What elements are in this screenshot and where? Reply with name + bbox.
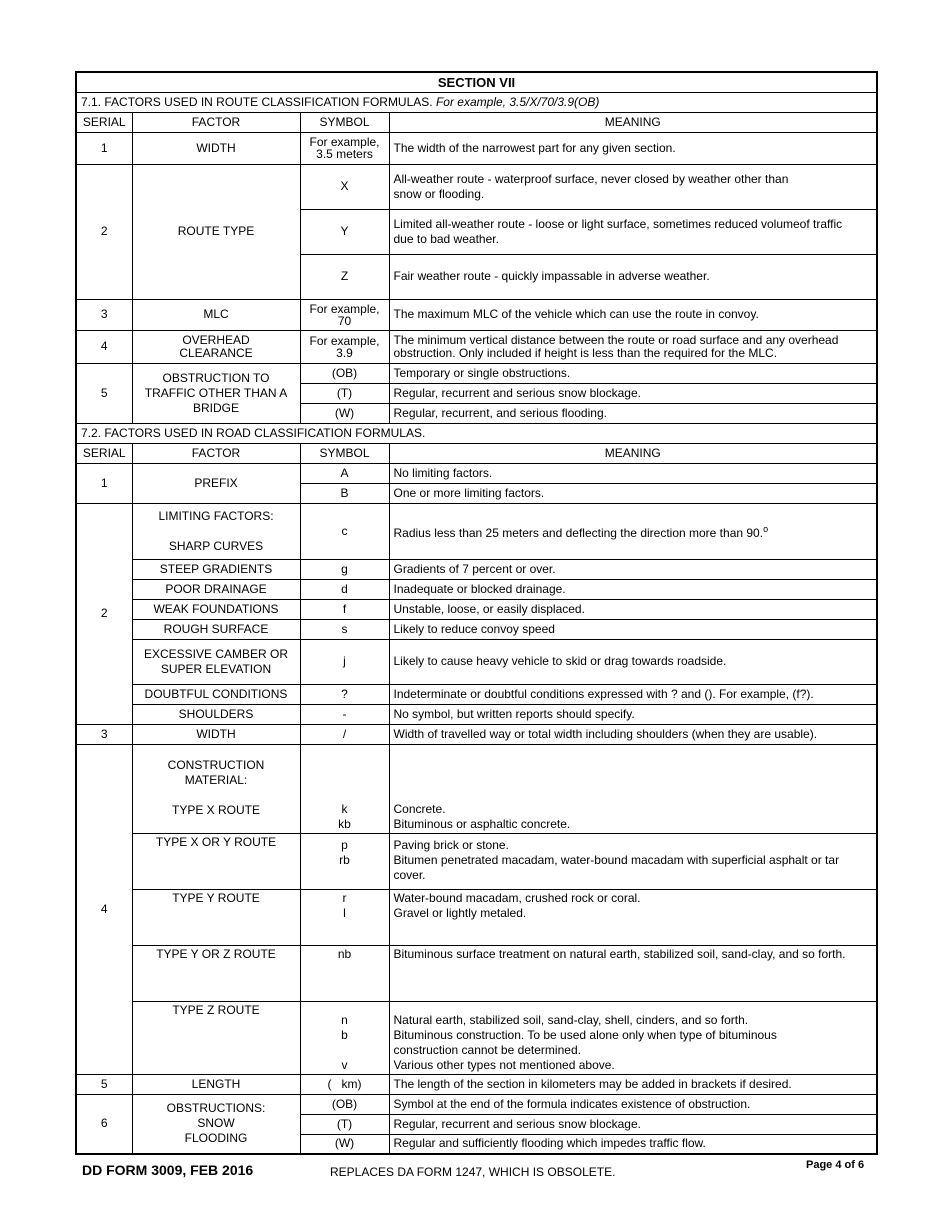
- serial: 3: [76, 724, 132, 744]
- symbol: g: [300, 559, 389, 579]
- table-row: [76, 744, 877, 833]
- meaning: [389, 330, 877, 363]
- classification-table: [75, 71, 878, 1155]
- serial: 5: [76, 363, 132, 423]
- factor-line: BRIDGE: [192, 400, 239, 415]
- meaning-line: Gravel or lightly metaled.: [393, 905, 527, 920]
- symbol: [300, 889, 389, 945]
- symbol: -: [300, 704, 389, 724]
- meaning: Regular and sufficiently flooding which impedes traffic flow.: [389, 1134, 877, 1154]
- meaning-line: Various other types not mentioned above.: [393, 1057, 615, 1072]
- symbol: f: [300, 599, 389, 619]
- col-serial: SERIAL: [76, 443, 132, 463]
- meaning: Unstable, loose, or easily displaced.: [389, 599, 877, 619]
- factor-line: OBSTRUCTIONS:: [166, 1101, 266, 1116]
- meaning: [389, 889, 877, 945]
- meaning: The length of the section in kilometers may be added in brackets if desired.: [389, 1074, 877, 1094]
- symbol: [300, 1001, 389, 1074]
- route-heading-example: For example, 3.5/X/70/3.9(OB): [435, 94, 600, 109]
- symbol-line: l: [343, 905, 346, 920]
- symbol: [300, 132, 389, 164]
- section-vii-form: [75, 71, 876, 1155]
- table-row: [76, 579, 877, 599]
- table-row: [76, 132, 877, 164]
- table-row: [76, 833, 877, 889]
- symbol: c: [300, 503, 389, 559]
- factor: SHOULDERS: [132, 704, 300, 724]
- factor: [132, 330, 300, 363]
- symbol-line: n: [341, 1012, 348, 1027]
- meaning-line: snow or flooding.: [393, 186, 485, 201]
- road-column-header: [76, 443, 877, 463]
- factor: WIDTH: [132, 724, 300, 744]
- factor-line: SUPER ELEVATION: [160, 661, 272, 676]
- table-row: [76, 1094, 877, 1114]
- route-heading: [76, 92, 877, 112]
- factor-line: CLEARANCE: [179, 345, 253, 360]
- table-row: [76, 724, 877, 744]
- table-row: [76, 889, 877, 945]
- factor-line: CONSTRUCTION: [167, 757, 265, 772]
- factor-line: TRAFFIC OTHER THAN A: [144, 385, 288, 400]
- symbol-line: 3.5 meters: [316, 147, 373, 161]
- meaning-line: All-weather route - waterproof surface, never closed by weather other than: [393, 171, 789, 186]
- symbol-line: 3.9: [336, 345, 353, 360]
- table-row: [76, 363, 877, 383]
- table-row: [76, 330, 877, 363]
- symbol-line: rb: [339, 852, 350, 867]
- meaning: [389, 1001, 877, 1074]
- meaning: [389, 833, 877, 889]
- symbol: (W): [300, 1134, 389, 1154]
- serial: 4: [76, 744, 132, 1074]
- meaning: [389, 209, 877, 254]
- factor: [132, 1094, 300, 1154]
- table-row: [76, 164, 877, 209]
- meaning-line: due to bad weather.: [393, 231, 499, 246]
- symbol-line: k: [341, 801, 348, 816]
- meaning: One or more limiting factors.: [389, 483, 877, 503]
- col-meaning: MEANING: [389, 112, 877, 132]
- meaning: Gradients of 7 percent or over.: [389, 559, 877, 579]
- factor: WIDTH: [132, 132, 300, 164]
- meaning-line: construction cannot be determined.: [393, 1042, 581, 1057]
- meaning: [389, 503, 877, 559]
- symbol-line: 70: [337, 313, 352, 328]
- route-column-header: [76, 112, 877, 132]
- factor: WEAK FOUNDATIONS: [132, 599, 300, 619]
- symbol-line: b: [341, 1027, 348, 1042]
- factor-line: EXCESSIVE CAMBER OR: [143, 646, 289, 661]
- section-title: SECTION VII: [76, 72, 877, 92]
- symbol-line: For example,: [309, 301, 380, 316]
- table-row: [76, 639, 877, 684]
- meaning: Likely to reduce convoy speed: [389, 619, 877, 639]
- symbol: [300, 744, 389, 833]
- meaning: The width of the narrowest part for any given section.: [389, 132, 877, 164]
- meaning-line: Bituminous construction. To be used alone only when type of bituminous: [393, 1027, 777, 1042]
- factor: LENGTH: [132, 1074, 300, 1094]
- meaning: Indeterminate or doubtful conditions expressed with ? and (). For example, (f?).: [389, 684, 877, 704]
- factor: [132, 503, 300, 559]
- meaning: Width of travelled way or total width including shoulders (when they are usable).: [389, 724, 877, 744]
- symbol-line: For example,: [309, 333, 380, 348]
- symbol: ( km): [300, 1074, 389, 1094]
- meaning: Inadequate or blocked drainage.: [389, 579, 877, 599]
- factor: POOR DRAINAGE: [132, 579, 300, 599]
- factor: [132, 363, 300, 423]
- symbol: (OB): [300, 1094, 389, 1114]
- meaning-line: Limited all-weather route - loose or light surface, sometimes reduced volumeof traffic: [393, 216, 843, 231]
- symbol-line: For example,: [309, 135, 380, 149]
- route-heading-text: 7.1. FACTORS USED IN ROUTE CLASSIFICATION FORMULAS.: [81, 94, 433, 109]
- table-row: [76, 704, 877, 724]
- serial: 2: [76, 503, 132, 724]
- factor-line: MATERIAL:: [184, 772, 248, 787]
- meaning-line: Natural earth, stabilized soil, sand-clay, shell, cinders, and so forth.: [393, 1012, 749, 1027]
- table-row: [76, 945, 877, 1001]
- meaning-line: Concrete.: [393, 801, 446, 816]
- col-serial: SERIAL: [76, 112, 132, 132]
- serial: 1: [76, 132, 132, 164]
- factor: DOUBTFUL CONDITIONS: [132, 684, 300, 704]
- symbol-line: p: [341, 837, 348, 852]
- meaning: No limiting factors.: [389, 463, 877, 483]
- meaning-line: Bitumen penetrated macadam, water-bound macadam with superficial asphalt or tar: [393, 852, 840, 867]
- symbol-line: kb: [338, 816, 351, 831]
- symbol: nb: [300, 945, 389, 1001]
- symbol: d: [300, 579, 389, 599]
- col-factor: FACTOR: [132, 112, 300, 132]
- symbol-line: v: [341, 1057, 348, 1072]
- table-row: [76, 559, 877, 579]
- col-symbol: SYMBOL: [300, 443, 389, 463]
- symbol: s: [300, 619, 389, 639]
- table-row: [76, 619, 877, 639]
- meaning: The maximum MLC of the vehicle which can use the route in convoy.: [389, 299, 877, 330]
- factor-line: TYPE X ROUTE: [171, 802, 260, 817]
- meaning: Fair weather route - quickly impassable in adverse weather.: [389, 254, 877, 299]
- factor: ROUTE TYPE: [132, 164, 300, 299]
- factor: TYPE Z ROUTE: [132, 1001, 300, 1074]
- meaning: No symbol, but written reports should specify.: [389, 704, 877, 724]
- symbol: B: [300, 483, 389, 503]
- table-row: [76, 599, 877, 619]
- col-meaning: MEANING: [389, 443, 877, 463]
- meaning: Regular, recurrent and serious snow blockage.: [389, 383, 877, 403]
- symbol-line: r: [342, 890, 347, 905]
- factor: TYPE X OR Y ROUTE: [132, 833, 300, 889]
- table-row: [76, 463, 877, 483]
- meaning-line: Water-bound macadam, crushed rock or coral.: [393, 890, 641, 905]
- meaning: Bituminous surface treatment on natural earth, stabilized soil, sand-clay, and so forth.: [389, 945, 877, 1001]
- page-number: Page 4 of 6: [806, 1159, 865, 1171]
- meaning: Symbol at the end of the formula indicates existence of obstruction.: [389, 1094, 877, 1114]
- table-row: [76, 503, 877, 559]
- factor: [132, 639, 300, 684]
- factor: ROUGH SURFACE: [132, 619, 300, 639]
- meaning-text: Radius less than 25 meters and deflecting the direction more than 90.: [393, 525, 764, 540]
- factor: PREFIX: [132, 463, 300, 503]
- symbol: X: [300, 164, 389, 209]
- factor: [132, 744, 300, 833]
- symbol: (T): [300, 1114, 389, 1134]
- table-row: [76, 1074, 877, 1094]
- meaning: Regular, recurrent and serious snow blockage.: [389, 1114, 877, 1134]
- meaning-line: cover.: [393, 867, 426, 882]
- factor-line: LIMITING FACTORS:: [158, 508, 274, 523]
- degree-sign: o: [763, 523, 769, 534]
- serial: 4: [76, 330, 132, 363]
- symbol: Z: [300, 254, 389, 299]
- serial: 2: [76, 164, 132, 299]
- factor: TYPE Y OR Z ROUTE: [132, 945, 300, 1001]
- factor-line: SNOW: [197, 1116, 235, 1131]
- meaning: Likely to cause heavy vehicle to skid or drag towards roadside.: [389, 639, 877, 684]
- serial: 6: [76, 1094, 132, 1154]
- table-row: [76, 299, 877, 330]
- table-row: [76, 1001, 877, 1074]
- meaning: [389, 744, 877, 833]
- serial: 1: [76, 463, 132, 503]
- factor: STEEP GRADIENTS: [132, 559, 300, 579]
- factor-line: FLOODING: [184, 1131, 248, 1146]
- road-heading: 7.2. FACTORS USED IN ROAD CLASSIFICATION FORMULAS.: [76, 423, 877, 443]
- symbol: [300, 299, 389, 330]
- symbol: A: [300, 463, 389, 483]
- factor: MLC: [132, 299, 300, 330]
- replaces-note: REPLACES DA FORM 1247, WHICH IS OBSOLETE.: [330, 1165, 616, 1179]
- col-symbol: SYMBOL: [300, 112, 389, 132]
- symbol: [300, 833, 389, 889]
- col-factor: FACTOR: [132, 443, 300, 463]
- meaning: Regular, recurrent, and serious flooding.: [389, 403, 877, 423]
- symbol: Y: [300, 209, 389, 254]
- factor-line: OBSTRUCTION TO: [162, 370, 270, 385]
- serial: 5: [76, 1074, 132, 1094]
- symbol: (T): [300, 383, 389, 403]
- symbol: (W): [300, 403, 389, 423]
- symbol: j: [300, 639, 389, 684]
- meaning-line: Bituminous or asphaltic concrete.: [393, 816, 571, 831]
- meaning-line: obstruction. Only included if height is less than the required for the MLC.: [393, 345, 778, 360]
- meaning-line: Paving brick or stone.: [393, 837, 509, 852]
- meaning-line: The minimum vertical distance between the route or road surface and any overhead: [393, 332, 839, 347]
- table-row: [76, 684, 877, 704]
- factor-line: SHARP CURVES: [168, 538, 264, 553]
- form-id: DD FORM 3009, FEB 2016: [82, 1162, 254, 1178]
- meaning: Temporary or single obstructions.: [389, 363, 877, 383]
- symbol: [300, 330, 389, 363]
- symbol: ?: [300, 684, 389, 704]
- meaning: [389, 164, 877, 209]
- factor-line: OVERHEAD: [182, 332, 250, 347]
- serial: 3: [76, 299, 132, 330]
- factor: TYPE Y ROUTE: [132, 889, 300, 945]
- symbol: /: [300, 724, 389, 744]
- symbol: (OB): [300, 363, 389, 383]
